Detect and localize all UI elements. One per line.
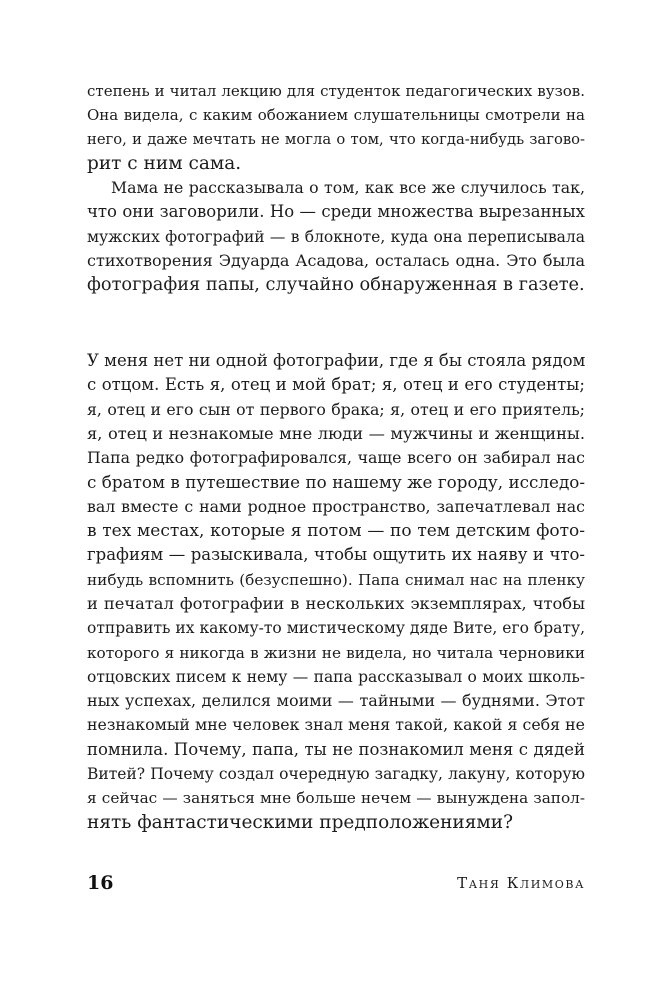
text-line: ных успехах, делился моими — тайными — буднями. Этот [87,691,585,711]
text-line: нять фантастическими предположениями? [87,811,514,833]
text-line: отправить их какому-то мистическому дяде Вите, его брату, [87,619,585,638]
text-line: рит с ним сама. [87,152,242,174]
text-line: я, отец и незнакомые мне люди — мужчины и женщины. [87,423,585,443]
text-line: незнакомый мне человек знал меня такой, какой я себя не [87,715,585,735]
text-line: что они заговорили. Но — среди множества вырезанных [87,202,585,222]
page-footer [87,872,585,898]
text-line: с отцом. Есть я, отец и мой брат; я, отец и его студенты; [87,375,585,395]
text-line: У меня нет ни одной фотографии, где я бы стояла рядом [87,351,586,370]
text-line: Папа редко фотографировался, чаще всего он забирал нас [87,448,585,468]
text-line: в тех местах, которые я потом — по тем детским фото- [87,521,585,542]
text-line: я, отец и его сын от первого брака; я, отец и его приятель; [87,399,585,419]
text-line: Мама не рассказывала о том, как все же случилось так, [111,178,585,198]
text-line: нибудь вспомнить (безуспешно). Папа снимал нас на пленку [87,570,585,589]
text-line: графиям — разыскивала, чтобы ощутить их наяву и что- [87,545,585,565]
paragraph-photographs [87,349,585,835]
text-section-1 [87,79,585,298]
text-line: него, и даже мечтать не могла о том, что когда-нибудь загово- [87,130,585,148]
text-line: мужских фотографий — в блокноте, куда она переписывала [87,227,585,246]
text-line: с братом в путешествие по нашему же городу, исследо- [87,472,585,493]
text-section-2 [87,349,585,835]
text-line: вал вместе с нами родное пространство, запечатлевал нас [87,496,585,516]
paragraph-continuation [87,79,585,176]
text-line: и печатал фотографии в нескольких экземплярах, чтобы [87,593,585,613]
text-line: я сейчас — заняться мне больше нечем — вынуждена запол- [87,789,585,808]
text-line: Витей? Почему создал очередную загадку, лакуну, которую [87,765,585,784]
text-line: Она видела, с каким обожанием слушательницы смотрели на [87,106,585,125]
running-head-author: Таня Климова [457,874,585,892]
page-number: 16 [87,872,114,894]
text-line: фотография папы, случайно обнаруженная в газете. [87,275,585,296]
paragraph-mama [87,176,585,297]
text-line: помнила. Почему, папа, ты не познакомил меня с дядей [87,739,585,759]
text-line: которого я никогда в жизни не видела, но читала черновики [87,643,585,662]
text-line: отцовских писем к нему — папа рассказывал о моих школь- [87,667,585,686]
text-line: стихотворения Эдуарда Асадова, осталась одна. Это была [87,251,585,271]
text-line: степень и читал лекцию для студенток педагогических вузов. [87,82,585,100]
